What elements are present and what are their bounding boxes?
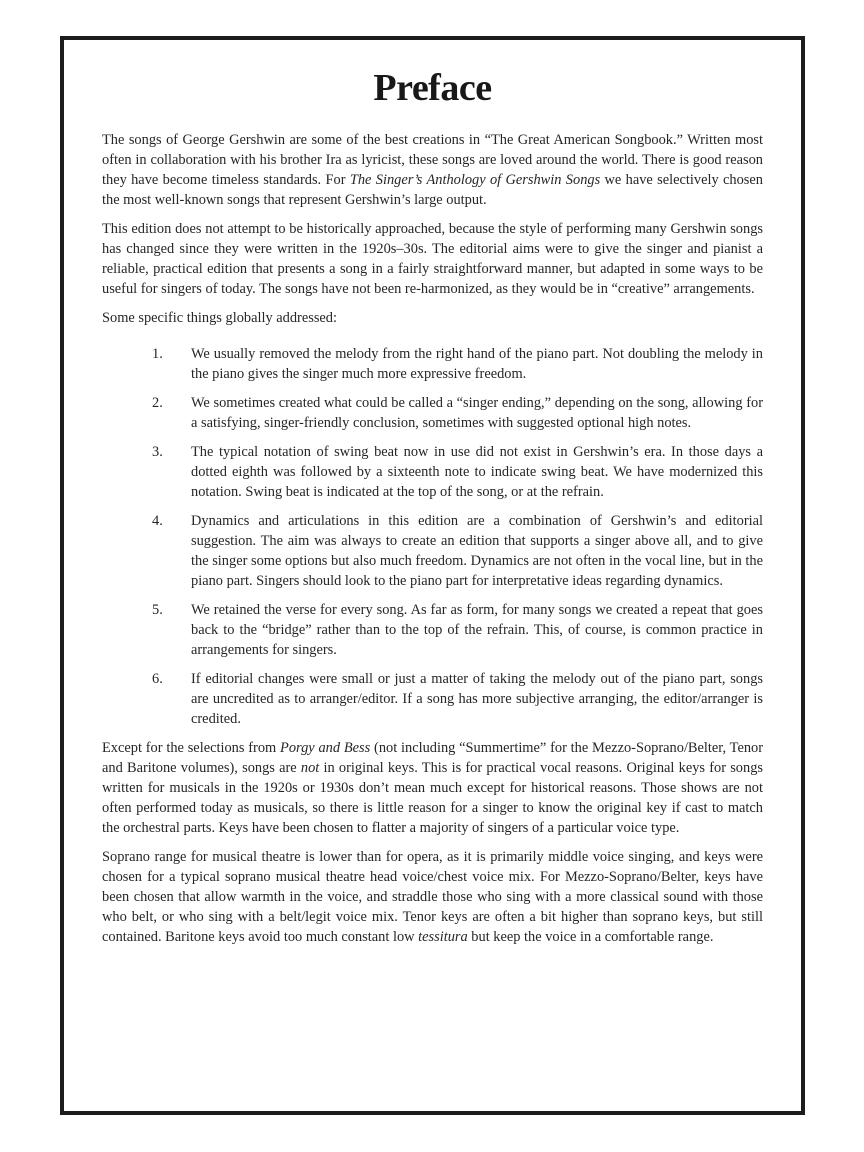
list-item-text: [191, 344, 763, 384]
list-item: [102, 393, 763, 433]
list-item-text: [191, 600, 763, 660]
list-item-number: 6.: [152, 671, 163, 687]
preface-content: [102, 130, 763, 947]
preface-paragraph: [102, 219, 763, 299]
text-run: in original keys. This is for practical vocal reasons. Original keys for songs written for musicals in the 1920s or 1930s don’t mean much except for historical reasons. Those shows are not often performed today as musicals, so there is little reason for a singer to know the original key if cast to match the orchestral parts. Keys have been chosen to flatter a majority of singers of a particular voice type.: [102, 760, 763, 836]
numbered-list: [102, 344, 763, 729]
page-border-frame: [60, 36, 805, 1115]
italic-text-run: Porgy and Bess: [280, 740, 371, 756]
list-item-text: [191, 511, 763, 591]
preface-paragraph: [102, 847, 763, 947]
list-item-text: [191, 442, 763, 502]
list-item: [102, 511, 763, 591]
list-item: [102, 442, 763, 502]
text-run: but keep the voice in a comfortable range.: [467, 929, 714, 945]
list-item-text: [191, 393, 763, 433]
list-item-number: 3.: [152, 444, 163, 460]
list-item-number: 4.: [152, 513, 163, 529]
preface-paragraph: [102, 738, 763, 838]
list-item-number: 1.: [152, 346, 163, 362]
list-intro: [102, 308, 763, 328]
text-run: (not including “Summertime” for the Mezzo-Soprano/Belter, Tenor and Baritone volumes), songs are: [102, 740, 764, 776]
text-run: We usually removed the melody from the right hand of the piano part. Not doubling the melody in the piano gives the singer much more expressive freedom.: [191, 346, 763, 382]
preface-paragraph: [102, 130, 763, 210]
text-run: We retained the verse for every song. As far as form, for many songs we created a repeat that goes back to the “bridge” rather than to the top of the refrain. This, of course, is common practice in arrangements for singers.: [191, 602, 763, 658]
text-run: Dynamics and articulations in this edition are a combination of Gershwin’s and editorial suggestion. The aim was always to create an edition that supports a singer above all, and to give the singer some options but also much freedom. Dynamics are not often in the vocal line, but in the piano part. Singers should look to the piano part for interpretative ideas regarding dynamics.: [191, 513, 763, 589]
text-run: Except for the selections from: [102, 740, 281, 756]
italic-text-run: The Singer’s Anthology of Gershwin Songs: [349, 172, 601, 188]
italic-text-run: tessitura: [418, 929, 468, 945]
list-item: [102, 344, 763, 384]
list-item-number: 2.: [152, 395, 163, 411]
list-item-number: 5.: [152, 602, 163, 618]
list-item: [102, 669, 763, 729]
list-item-text: [191, 669, 763, 729]
text-run: Soprano range for musical theatre is lower than for opera, as it is primarily middle voice singing, and keys were chosen for a typical soprano musical theatre head voice/chest voice mix. For Mezzo-Soprano/Belter, keys have been chosen that allow warmth in the voice, and straddle those who sing with a more classical sound with those who belt, or who sing with a belt/legit voice mix. Tenor keys are often a bit higher than soprano keys, but still contained. Baritone keys avoid too much constant low: [102, 849, 763, 945]
text-run: Some specific things globally addressed:: [102, 310, 338, 326]
page-title: Preface: [373, 67, 492, 109]
text-run: We sometimes created what could be called a “singer ending,” depending on the song, allowing for a satisfying, singer-friendly conclusion, sometimes with suggested optional high notes.: [191, 395, 763, 431]
text-run: If editorial changes were small or just a matter of taking the melody out of the piano part, songs are uncredited as to arranger/editor. If a song has more subjective arranging, the editor/arranger is credited.: [191, 671, 763, 727]
text-run: This edition does not attempt to be historically approached, because the style of performing many Gershwin songs has changed since they were written in the 1920s–30s. The editorial aims were to give the singer and pianist a reliable, practical edition that presents a song in a fairly straightforward manner, but adapted in some ways to be useful for singers of today. The songs have not been re-harmonized, as they would be in “creative” arrangements.: [102, 221, 763, 297]
italic-text-run: not: [300, 760, 320, 776]
text-run: The typical notation of swing beat now in use did not exist in Gershwin’s era. In those days a dotted eighth was followed by a sixteenth note to indicate swing beat. We have modernized this notation. Swing beat is indicated at the top of the song, or at the refrain.: [191, 444, 763, 500]
text-run: we have selectively chosen the most well-known songs that represent Gershwin’s large output.: [102, 172, 763, 208]
list-item: [102, 600, 763, 660]
text-run: The songs of George Gershwin are some of the best creations in “The Great American Songbook.” Written most often in collaboration with his brother Ira as lyricist, these songs are loved around the world. There is good reason they have become timeless standards. For: [102, 132, 763, 188]
